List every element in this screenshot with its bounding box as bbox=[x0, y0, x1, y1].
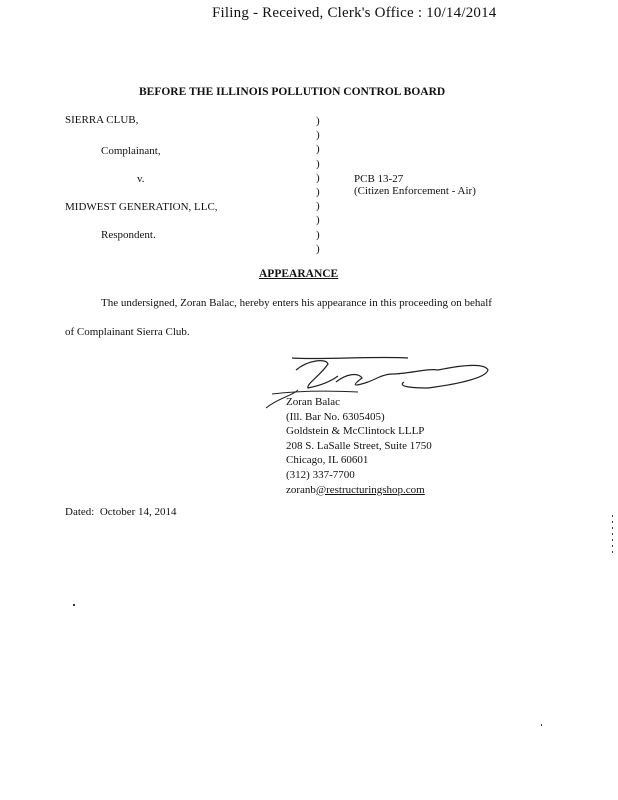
board-title: BEFORE THE ILLINOIS POLLUTION CONTROL BOARD bbox=[139, 86, 446, 98]
respondent-role: Respondent. bbox=[101, 229, 156, 241]
email-prefix: zoranb bbox=[286, 483, 316, 496]
scan-edge-marks bbox=[612, 515, 613, 555]
appearance-text-line2: of Complainant Sierra Club. bbox=[65, 326, 190, 338]
street-address: 208 S. LaSalle Street, Suite 1750 bbox=[286, 439, 432, 452]
bar-number: (Ill. Bar No. 6305405) bbox=[286, 410, 385, 423]
city-state-zip: Chicago, IL 60601 bbox=[286, 454, 369, 467]
complainant-role: Complainant, bbox=[101, 145, 161, 157]
phone-number: (312) 337-7700 bbox=[286, 468, 355, 481]
respondent-name: MIDWEST GENERATION, LLC, bbox=[65, 201, 218, 213]
caption-paren-column: ) ) ) ) ) ) ) ) ) ) bbox=[316, 115, 320, 255]
dated-date: October 14, 2014 bbox=[99, 506, 177, 518]
firm-name: Goldstein & McClintock LLLP bbox=[286, 425, 425, 438]
signature-block bbox=[286, 395, 432, 497]
versus-label: v. bbox=[137, 173, 145, 185]
email-domain-link[interactable]: @restructuringshop.com bbox=[315, 483, 425, 496]
attorney-name: Zoran Balac bbox=[286, 396, 341, 408]
filing-stamp-header: Filing - Received, Clerk's Office : 10/14/2014 bbox=[212, 5, 497, 21]
appearance-text-line1: The undersigned, Zoran Balac, hereby enters his appearance in this proceeding on behalf bbox=[101, 297, 492, 309]
scan-speck bbox=[73, 604, 75, 606]
email-address[interactable] bbox=[286, 483, 432, 498]
scan-speck bbox=[541, 724, 542, 726]
complainant-name: SIERRA CLUB, bbox=[65, 114, 139, 126]
case-type: (Citizen Enforcement - Air) bbox=[354, 185, 476, 197]
dated-label: Dated: bbox=[65, 506, 95, 518]
appearance-heading: APPEARANCE bbox=[259, 268, 339, 280]
dated-line bbox=[65, 506, 177, 518]
case-number: PCB 13-27 bbox=[354, 173, 404, 185]
